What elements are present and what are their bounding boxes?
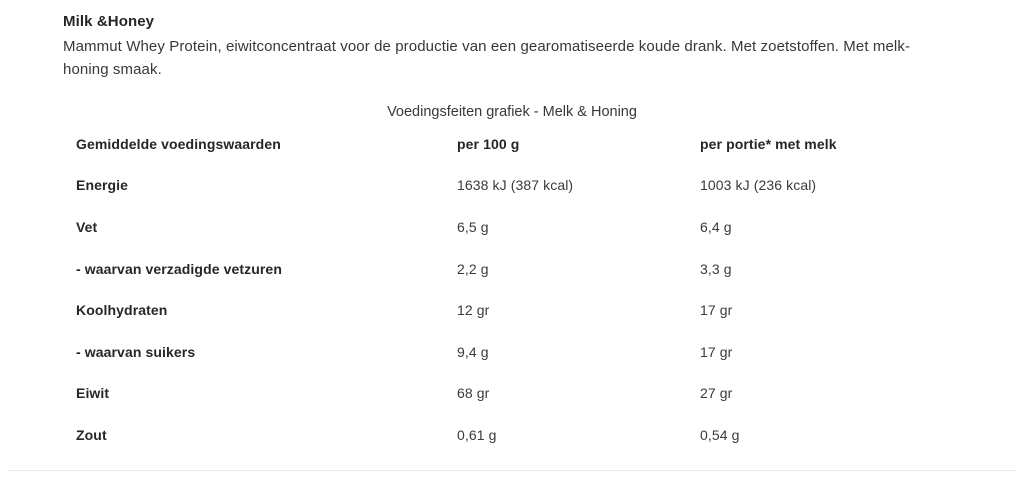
nutrition-table-caption: Voedingsfeiten grafiek - Melk & Honing [387,104,637,120]
row-label: Koolhydraten [76,302,168,319]
product-description: Mammut Whey Protein, eiwitconcentraat voor de productie van een gearomatiseerde koude drank. Met zoetstoffen. Met melk-honing smaak. [63,38,911,78]
table-row-suikers [76,331,948,373]
row-value-per-portie: 3,3 g [700,260,732,277]
table-row-zout [76,414,948,456]
row-label: - waarvan verzadigde vetzuren [76,260,282,277]
row-value-per-100g: 68 gr [457,385,490,402]
nutrition-table [76,123,948,456]
product-title: Milk &Honey [63,13,155,30]
table-row-vet [76,206,948,248]
table-row-koolhydraten [76,289,948,331]
table-row-energie [76,165,948,207]
table-row-eiwit [76,373,948,415]
row-value-per-portie: 6,4 g [700,218,732,235]
row-value-per-portie: 17 gr [700,343,733,360]
table-header-row [76,123,948,165]
row-value-per-100g: 1638 kJ (387 kcal) [457,177,574,194]
row-value-per-100g: 2,2 g [457,260,489,277]
column-header-nutrient: Gemiddelde voedingswaarden [76,135,281,152]
column-header-per-100g: per 100 g [457,135,520,152]
table-row-verzadigde-vetzuren [76,248,948,290]
row-value-per-portie: 1003 kJ (236 kcal) [700,177,817,194]
row-value-per-portie: 27 gr [700,385,733,402]
row-value-per-portie: 17 gr [700,302,733,319]
row-value-per-100g: 12 gr [457,302,490,319]
row-value-per-100g: 6,5 g [457,218,489,235]
row-label: Vet [76,218,98,235]
row-value-per-100g: 9,4 g [457,343,489,360]
row-label: - waarvan suikers [76,343,196,360]
bottom-divider [8,470,1016,471]
row-value-per-portie: 0,54 g [700,426,740,443]
row-value-per-100g: 0,61 g [457,426,497,443]
row-label: Energie [76,177,129,194]
row-label: Zout [76,426,107,443]
column-header-per-portie: per portie* met melk [700,135,837,152]
row-label: Eiwit [76,385,110,402]
